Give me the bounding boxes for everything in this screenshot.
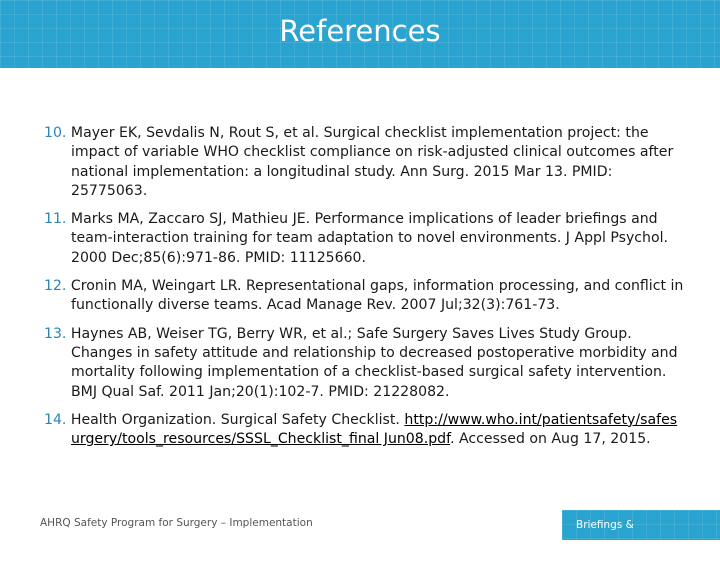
reference-item: [44, 210, 684, 268]
reference-text: Cronin MA, Weingart LR. Representational gaps, information processing, and conflict in functionally diverse teams. Acad Manage Rev. 2007 Jul;32(3):761-73.: [70, 278, 684, 314]
reference-text: Health Organization. Surgical Safety Checklist.: [70, 411, 400, 428]
reference-number: 10.: [44, 125, 67, 141]
footer-section-bar: [562, 510, 720, 561]
reference-item: [44, 277, 684, 316]
reference-item: [44, 325, 684, 402]
reference-item: [44, 411, 684, 450]
page-number: 48: [646, 549, 660, 561]
reference-number: 12.: [44, 278, 67, 295]
header-banner: [0, 0, 720, 68]
footer-program-name: AHRQ Safety Program for Surgery – Implementation: [40, 517, 313, 529]
reference-number: 11.: [44, 211, 67, 228]
reference-text-suffix: . Accessed on Aug 17, 2015.: [450, 431, 651, 448]
reference-list: [44, 124, 684, 458]
checklist-pdf-link[interactable]: http://www.who.int/patientsafety/safesurgery/tools_resources/SSSL_Checklist_final Jun08.pdf: [71, 411, 678, 448]
page-title: References: [279, 14, 441, 48]
reference-text: Marks MA, Zaccaro SJ, Mathieu JE. Performance implications of leader briefings and team-interaction training for team adaptation to novel environments. J Appl Psychol. 2000 Dec;85(6):971-86. PMID: 11125660.: [70, 211, 668, 266]
footer-section-name: Briefings & Debriefings: [576, 519, 637, 561]
reference-number: 14.: [44, 411, 67, 428]
reference-item: [44, 124, 684, 201]
reference-number: 13.: [44, 325, 67, 342]
reference-text: Haynes AB, Weiser TG, Berry WR, et al.; Safe Surgery Saves Lives Study Group. Changes in safety attitude and relationship to decreased postoperative morbidity and mortality following implementation of a checklist-based surgical safety intervention. BMJ Qual Saf. 2011 Jan;20(1):102-7. PMID: 21228082.: [70, 325, 678, 400]
reference-text: Mayer EK, Sevdalis N, Rout S, et al. Surgical checklist implementation project: the impact of variable WHO checklist compliance on risk-adjusted clinical outcomes after national implementation: a longitudinal study. Ann Surg. 2015 Mar 13. PMID: 25775063.: [70, 125, 674, 199]
